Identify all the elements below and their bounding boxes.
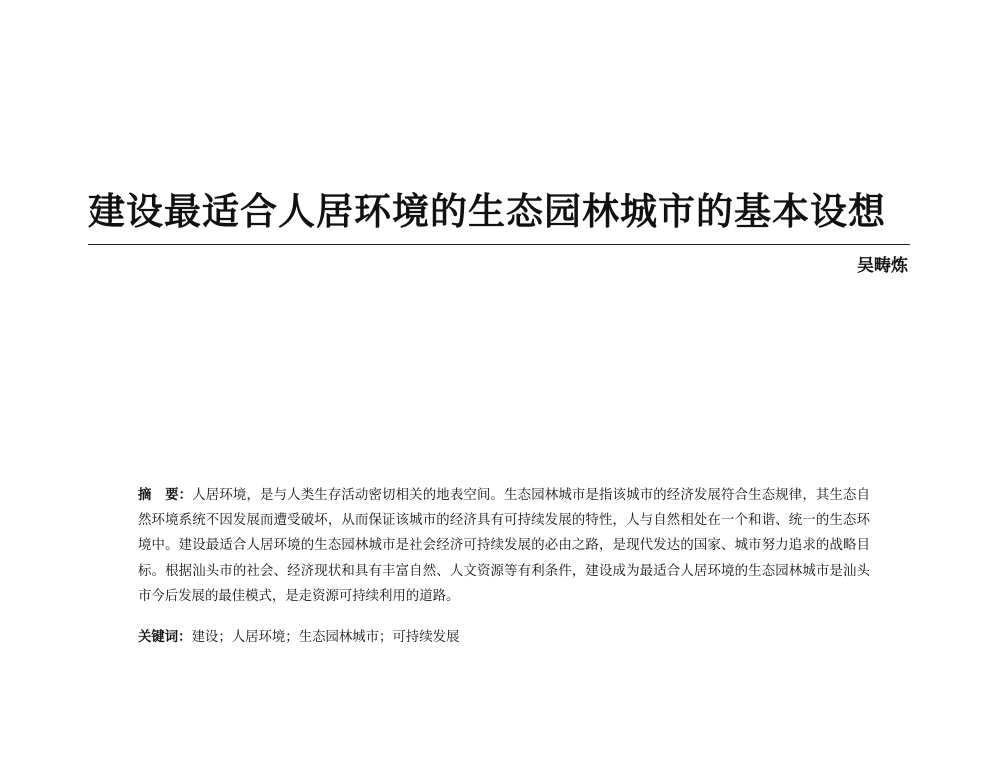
- keyword-separator: ；: [218, 630, 232, 645]
- keyword: 可持续发展: [392, 630, 460, 645]
- keywords-label: 关键词：: [138, 630, 192, 645]
- keyword-separator: ；: [379, 630, 393, 645]
- keywords-line: [138, 625, 870, 650]
- title-divider: [88, 244, 910, 245]
- abstract-label: 摘 要：: [138, 488, 193, 503]
- author-name: 吴畴炼: [857, 256, 908, 276]
- abstract-text: 人居环境，是与人类生存活动密切相关的地表空间。生态园林城市是指该城市的经济发展符合生态规律，其生态自然环境系统不因发展而遭受破坏，从而保证该城市的经济具有可持续发展的特性，人与自然相处在一个和谐、统一的生态环境中。建设最适合人居环境的生态园林城市是社会经济可持续发展的必由之路，是现代发达的国家、城市努力追求的战略目标。根据汕头市的社会、经济现状和具有丰富自然、人文资源等有利条件，建设成为最适合人居环境的生态园林城市是汕头市今后发展的最佳模式，是走资源可持续利用的道路。: [138, 488, 870, 604]
- keyword-separator: ；: [285, 630, 299, 645]
- abstract: [138, 483, 870, 609]
- paper-title: 建设最适合人居环境的生态园林城市的基本设想: [88, 190, 886, 233]
- keyword: 建设: [191, 630, 219, 645]
- keyword: 人居环境: [231, 630, 286, 645]
- keyword: 生态园林城市: [298, 630, 380, 645]
